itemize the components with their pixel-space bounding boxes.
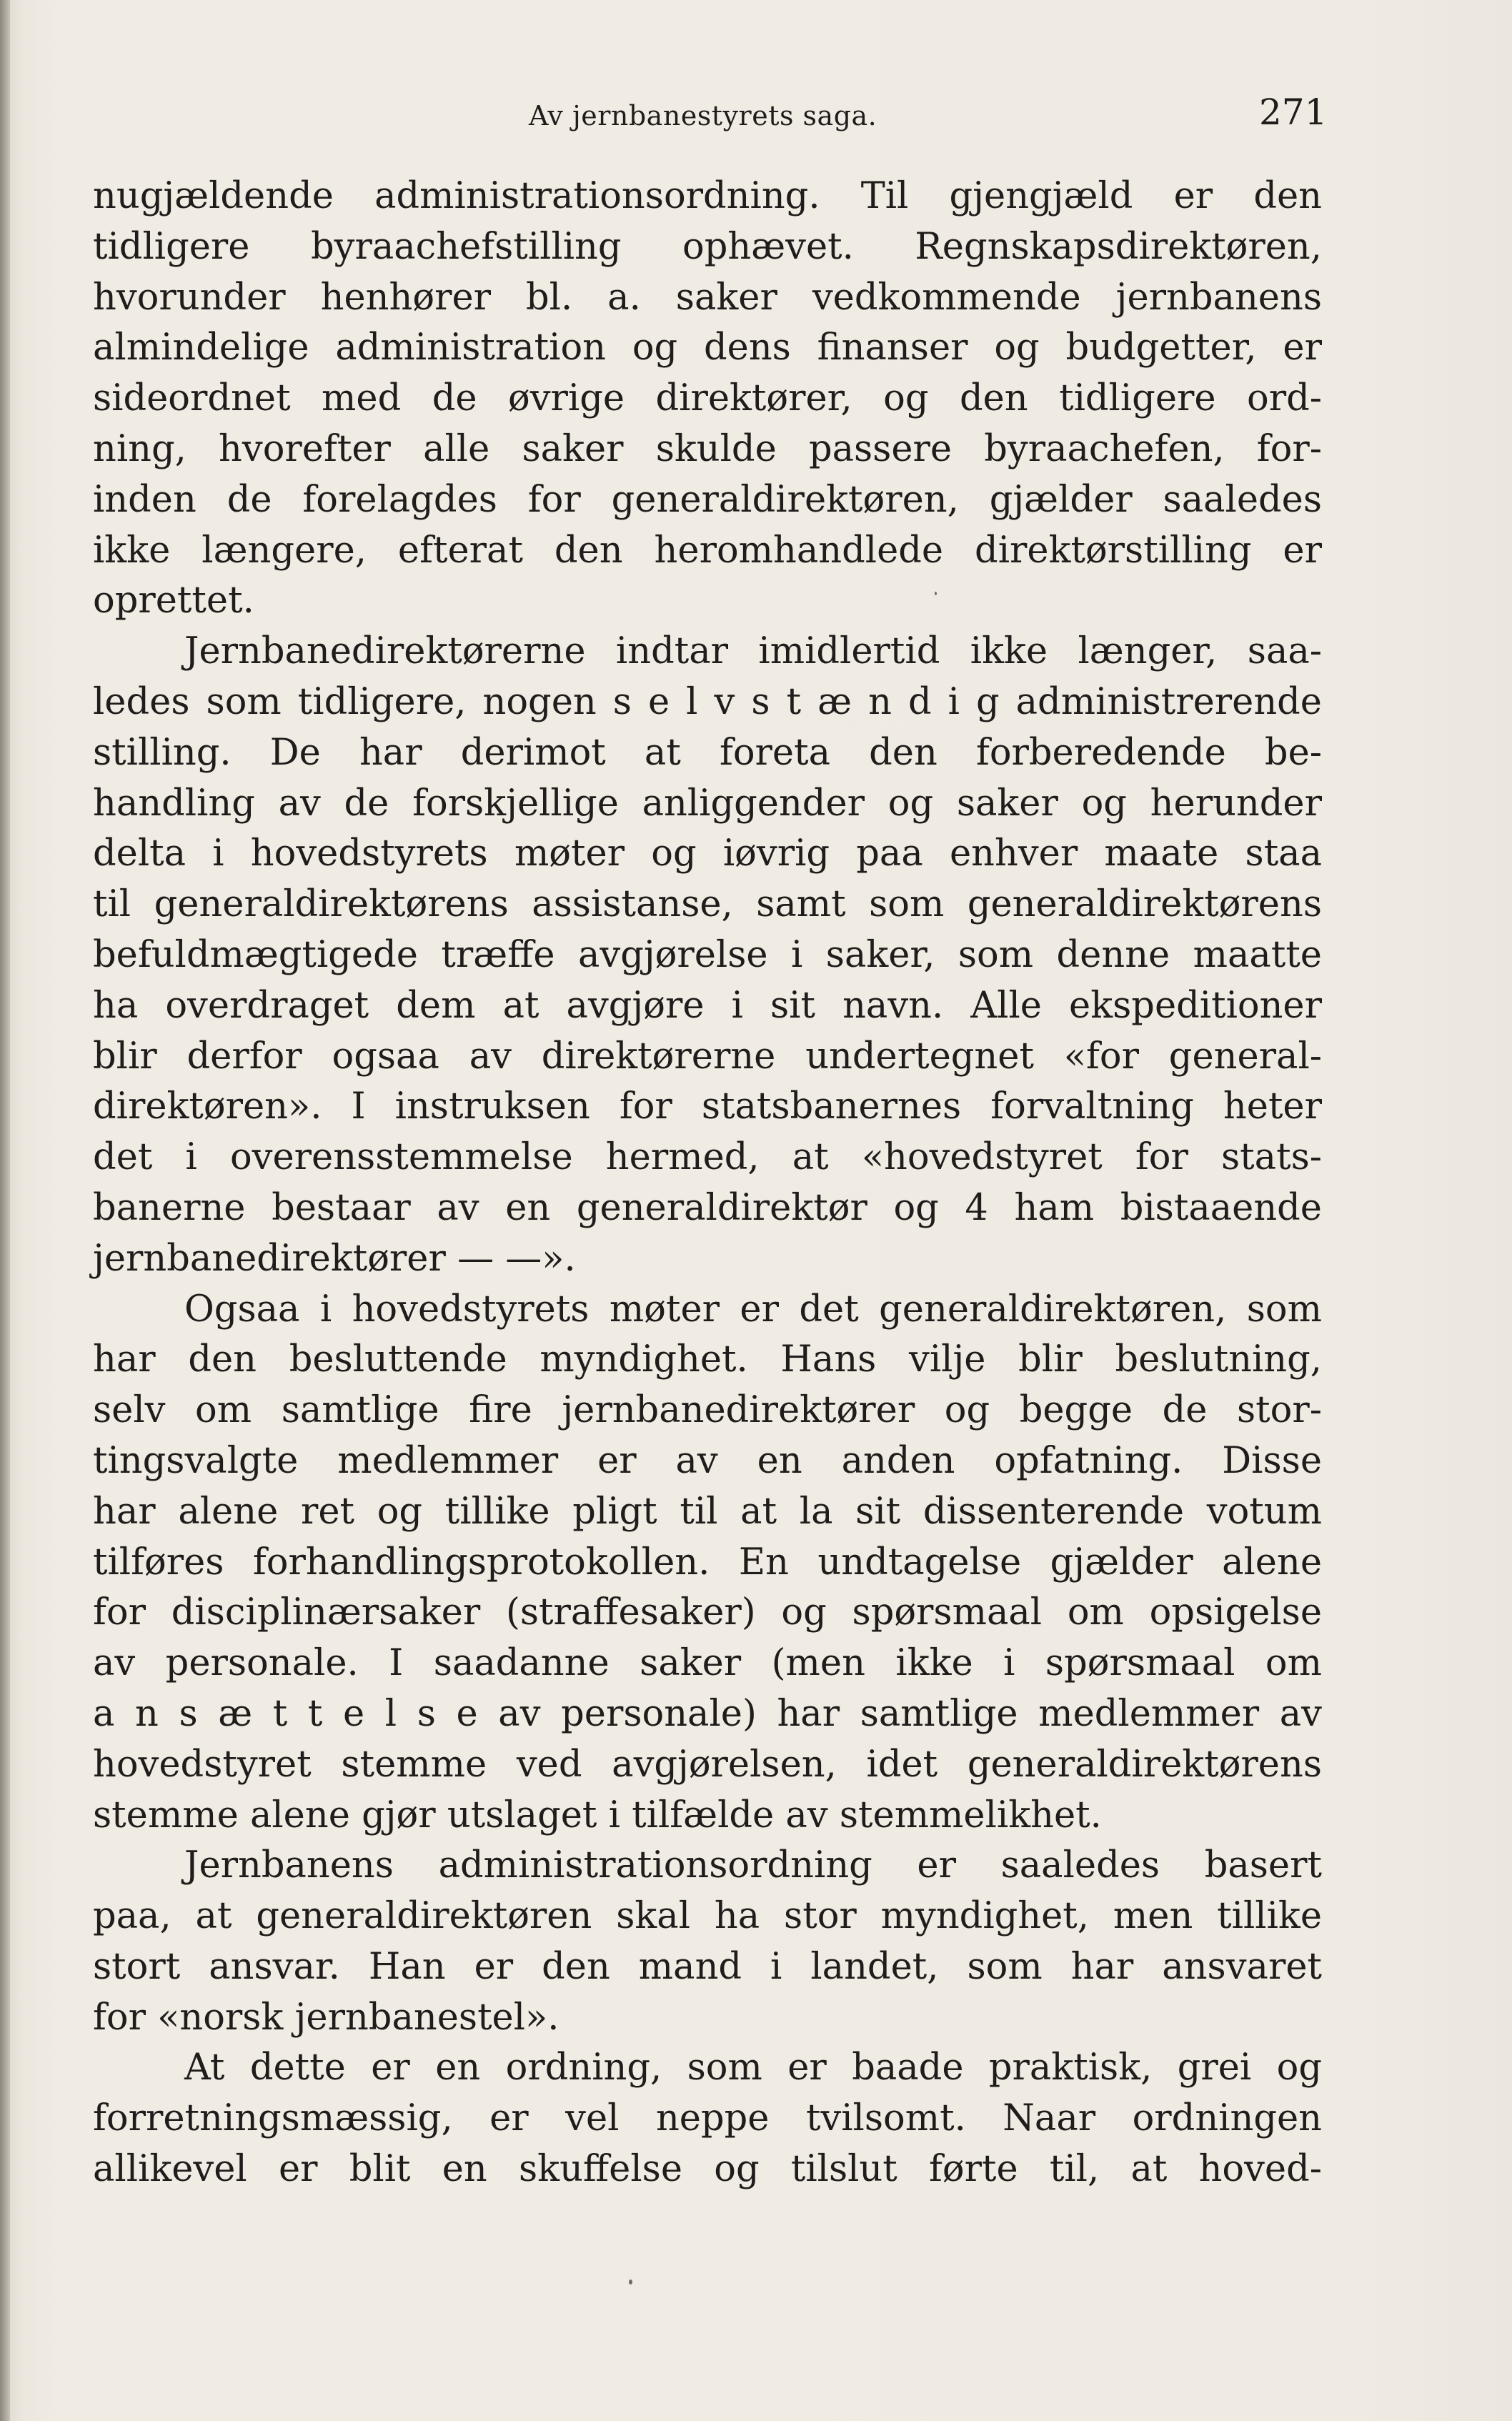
text-line: har den besluttende myndighet. Hans vilje blir beslutning, [93, 1338, 1322, 1381]
text-line: ning, hvorefter alle saker skulde passere byraachefen, for- [93, 427, 1322, 470]
text-line: sideordnet med de øvrige direktører, og den tidligere ord- [93, 377, 1322, 420]
text-line: a n s æ t t e l s e av personale) har samtlige medlemmer av [93, 1692, 1322, 1735]
text-line: ikke længere, efterat den heromhandlede direktørstilling er [93, 529, 1322, 572]
text-line: Jernbanedirektørerne indtar imidlertid ikke længer, saa- [184, 630, 1322, 673]
text-line: Jernbanens administrationsordning er saaledes basert [184, 1844, 1322, 1887]
body-text [93, 171, 1322, 2195]
text-line: det i overensstemmelse hermed, at «hovedstyret for stats- [93, 1136, 1322, 1179]
text-line: blir derfor ogsaa av direktørerne undertegnet «for general- [93, 1035, 1322, 1078]
text-line: direktøren». I instruksen for statsbanernes forvaltning heter [93, 1085, 1322, 1128]
text-line: ha overdraget dem at avgjøre i sit navn. Alle ekspeditioner [93, 984, 1322, 1027]
text-line: forretningsmæssig, er vel neppe tvilsomt. Naar ordningen [93, 2097, 1322, 2140]
text-line: hvorunder henhører bl. a. saker vedkommende jernbanens [93, 276, 1322, 319]
text-line: paa, at generaldirektøren skal ha stor myndighet, men tillike [93, 1895, 1322, 1938]
text-line: almindelige administration og dens finanser og budgetter, er [93, 327, 1322, 369]
text-line: banerne bestaar av en generaldirektør og 4 ham bistaaende [93, 1186, 1322, 1229]
text-line: At dette er en ordning, som er baade praktisk, grei og [184, 2047, 1322, 2089]
text-line: for disciplinærsaker (straffesaker) og spørsmaal om opsigelse [93, 1591, 1322, 1634]
text-line: befuldmægtigede træffe avgjørelse i saker, som denne maatte [93, 933, 1322, 976]
text-line: tingsvalgte medlemmer er av en anden opfatning. Disse [93, 1439, 1322, 1482]
text-line: stilling. De har derimot at foreta den forberedende be- [93, 731, 1322, 774]
text-line: tidligere byraachefstilling ophævet. Regnskapsdirektøren, [93, 225, 1322, 268]
text-line: selv om samtlige fire jernbanedirektører og begge de stor- [93, 1389, 1322, 1432]
text-line: stort ansvar. Han er den mand i landet, som har ansvaret [93, 1945, 1322, 1988]
running-title: Av jernbanestyrets saga. [529, 100, 877, 131]
text-line: Ogsaa i hovedstyrets møter er det generaldirektøren, som [184, 1288, 1322, 1331]
text-line: tilføres forhandlingsprotokollen. En undtagelse gjælder alene [93, 1541, 1322, 1584]
text-line: hovedstyret stemme ved avgjørelsen, idet generaldirektørens [93, 1743, 1322, 1786]
running-head [0, 91, 1512, 149]
paper-speck [935, 592, 937, 595]
text-line: nugjældende administrationsordning. Til gjengjæld er den [93, 175, 1322, 217]
text-line: har alene ret og tillike pligt til at la sit dissenterende votum [93, 1490, 1322, 1533]
text-line: ledes som tidligere, nogen s e l v s t æ n d i g administrerende [93, 680, 1322, 723]
text-line: oprettet. [93, 580, 254, 622]
text-line: stemme alene gjør utslaget i tilfælde av stemmelikhet. [93, 1794, 1102, 1836]
text-line: for «norsk jernbanestel». [93, 1996, 559, 2039]
text-line: til generaldirektørens assistanse, samt som generaldirektørens [93, 883, 1322, 926]
text-line: handling av de forskjellige anliggender og saker og herunder [93, 782, 1322, 825]
text-line: delta i hovedstyrets møter og iøvrig paa enhver maate staa [93, 832, 1322, 875]
text-line: inden de forelagdes for generaldirektøren, gjælder saaledes [93, 478, 1322, 521]
text-line: jernbanedirektører — —». [93, 1237, 576, 1280]
page-number: 271 [1259, 91, 1328, 133]
text-line: allikevel er blit en skuffelse og tilslut førte til, at hoved- [93, 2148, 1322, 2191]
text-line: av personale. I saadanne saker (men ikke i spørsmaal om [93, 1642, 1322, 1685]
binding-edge [0, 0, 10, 2421]
paper-speck [629, 2280, 632, 2285]
